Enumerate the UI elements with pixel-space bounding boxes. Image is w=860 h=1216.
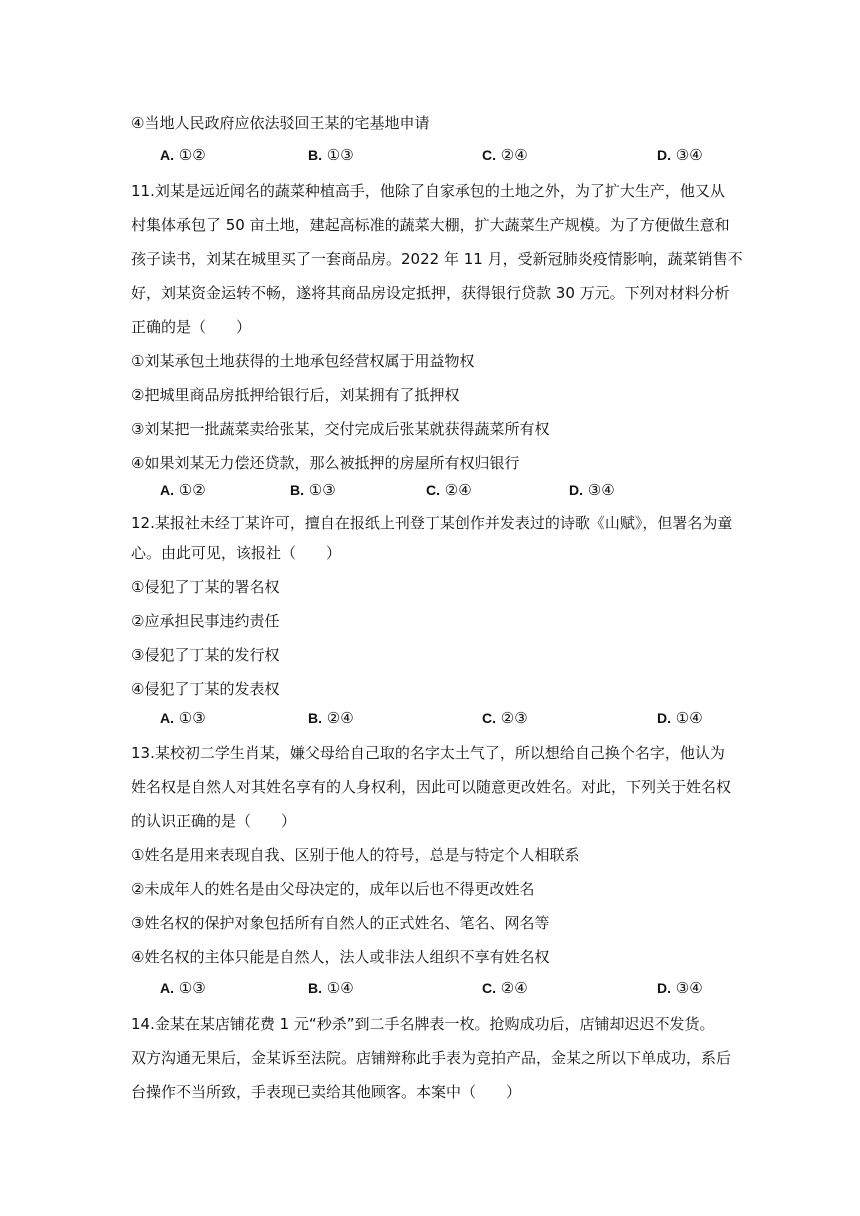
q11-stem-line-4: 好，刘某资金运转不畅，遂将其商品房设定抵押，获得银行贷款 30 万元。下列对材料分析 bbox=[131, 284, 730, 302]
q12-stem-line-1: 12.某报社未经丁某许可，擅自在报纸上刊登丁某创作并发表过的诗歌《山赋》，但署名为童 bbox=[131, 514, 733, 532]
q12-options bbox=[160, 709, 720, 731]
q13-option-b[interactable]: B. ①④ bbox=[308, 979, 354, 997]
q14-stem-line-3: 台操作不当所致，手表现已卖给其他顾客。本案中（ ） bbox=[131, 1083, 522, 1101]
q12-statement-2: ②应承担民事违约责任 bbox=[131, 612, 280, 630]
q11-option-d[interactable]: D. ③④ bbox=[569, 481, 615, 499]
q13-statement-4: ④姓名权的主体只能是自然人，法人或非法人组织不享有姓名权 bbox=[131, 948, 550, 966]
q11-stem-line-5: 正确的是（ ） bbox=[131, 318, 252, 336]
q11-statement-4: ④如果刘某无力偿还贷款，那么被抵押的房屋所有权归银行 bbox=[131, 454, 520, 472]
q12-statement-4: ④侵犯了丁某的发表权 bbox=[131, 680, 280, 698]
q11-statement-2: ②把城里商品房抵押给银行后，刘某拥有了抵押权 bbox=[131, 386, 460, 404]
q11-option-a[interactable]: A. ①② bbox=[160, 481, 206, 499]
q11-statement-3: ③刘某把一批蔬菜卖给张某，交付完成后张某就获得蔬菜所有权 bbox=[131, 420, 550, 438]
q12-option-a[interactable]: A. ①③ bbox=[160, 709, 206, 727]
q13-stem-line-1: 13.某校初二学生肖某，嫌父母给自己取的名字太土气了，所以想给自己换个名字，他认为 bbox=[131, 744, 725, 762]
q10-option-c[interactable]: C. ②④ bbox=[482, 146, 528, 164]
q12-statement-3: ③侵犯了丁某的发行权 bbox=[131, 646, 280, 664]
q12-option-d[interactable]: D. ①④ bbox=[657, 709, 703, 727]
q13-option-c[interactable]: C. ②④ bbox=[482, 979, 528, 997]
q13-option-a[interactable]: A. ①③ bbox=[160, 979, 206, 997]
q10-option-a[interactable]: A. ①② bbox=[160, 146, 206, 164]
q11-option-c[interactable]: C. ②④ bbox=[426, 481, 472, 499]
q10-statement-4: ④当地人民政府应依法驳回王某的宅基地申请 bbox=[131, 114, 430, 132]
q11-stem-line-3: 孩子读书，刘某在城里买了一套商品房。2022 年 11 月，受新冠肺炎疫情影响，蔬菜销售不 bbox=[131, 250, 743, 268]
q11-statement-1: ①刘某承包土地获得的土地承包经营权属于用益物权 bbox=[131, 352, 475, 370]
q14-stem-line-1: 14.金某在某店铺花费 1 元“秒杀”到二手名牌表一枚。抢购成功后，店铺却迟迟不发货。 bbox=[131, 1015, 715, 1033]
q12-statement-1: ①侵犯了丁某的署名权 bbox=[131, 578, 280, 596]
q13-statement-3: ③姓名权的保护对象包括所有自然人的正式姓名、笔名、网名等 bbox=[131, 914, 550, 932]
q11-options bbox=[160, 481, 720, 503]
q13-statement-1: ①姓名是用来表现自我、区别于他人的符号，总是与特定个人相联系 bbox=[131, 846, 580, 864]
q12-stem-line-2: 心。由此可见，该报社（ ） bbox=[131, 544, 342, 562]
q11-option-b[interactable]: B. ①③ bbox=[290, 481, 336, 499]
q10-option-b[interactable]: B. ①③ bbox=[308, 146, 354, 164]
q13-stem-line-2: 姓名权是自然人对其姓名享有的人身权利，因此可以随意更改姓名。对此，下列关于姓名权 bbox=[131, 778, 732, 796]
q10-option-d[interactable]: D. ③④ bbox=[657, 146, 703, 164]
q14-stem-line-2: 双方沟通无果后，金某诉至法院。店铺辩称此手表为竞拍产品，金某之所以下单成功，系后 bbox=[131, 1049, 732, 1067]
q10-options bbox=[160, 146, 720, 168]
q13-statement-2: ②未成年人的姓名是由父母决定的，成年以后也不得更改姓名 bbox=[131, 880, 535, 898]
q12-option-b[interactable]: B. ②④ bbox=[308, 709, 354, 727]
q13-option-d[interactable]: D. ③④ bbox=[657, 979, 703, 997]
q12-option-c[interactable]: C. ②③ bbox=[482, 709, 528, 727]
q13-options bbox=[160, 979, 720, 1001]
q13-stem-line-3: 的认识正确的是（ ） bbox=[131, 812, 297, 830]
q11-stem-line-2: 村集体承包了 50 亩土地，建起高标准的蔬菜大棚，扩大蔬菜生产规模。为了方便做生意和 bbox=[131, 216, 730, 234]
q11-stem-line-1: 11.刘某是远近闻名的蔬菜种植高手，他除了自家承包的土地之外，为了扩大生产，他又从 bbox=[131, 182, 725, 200]
